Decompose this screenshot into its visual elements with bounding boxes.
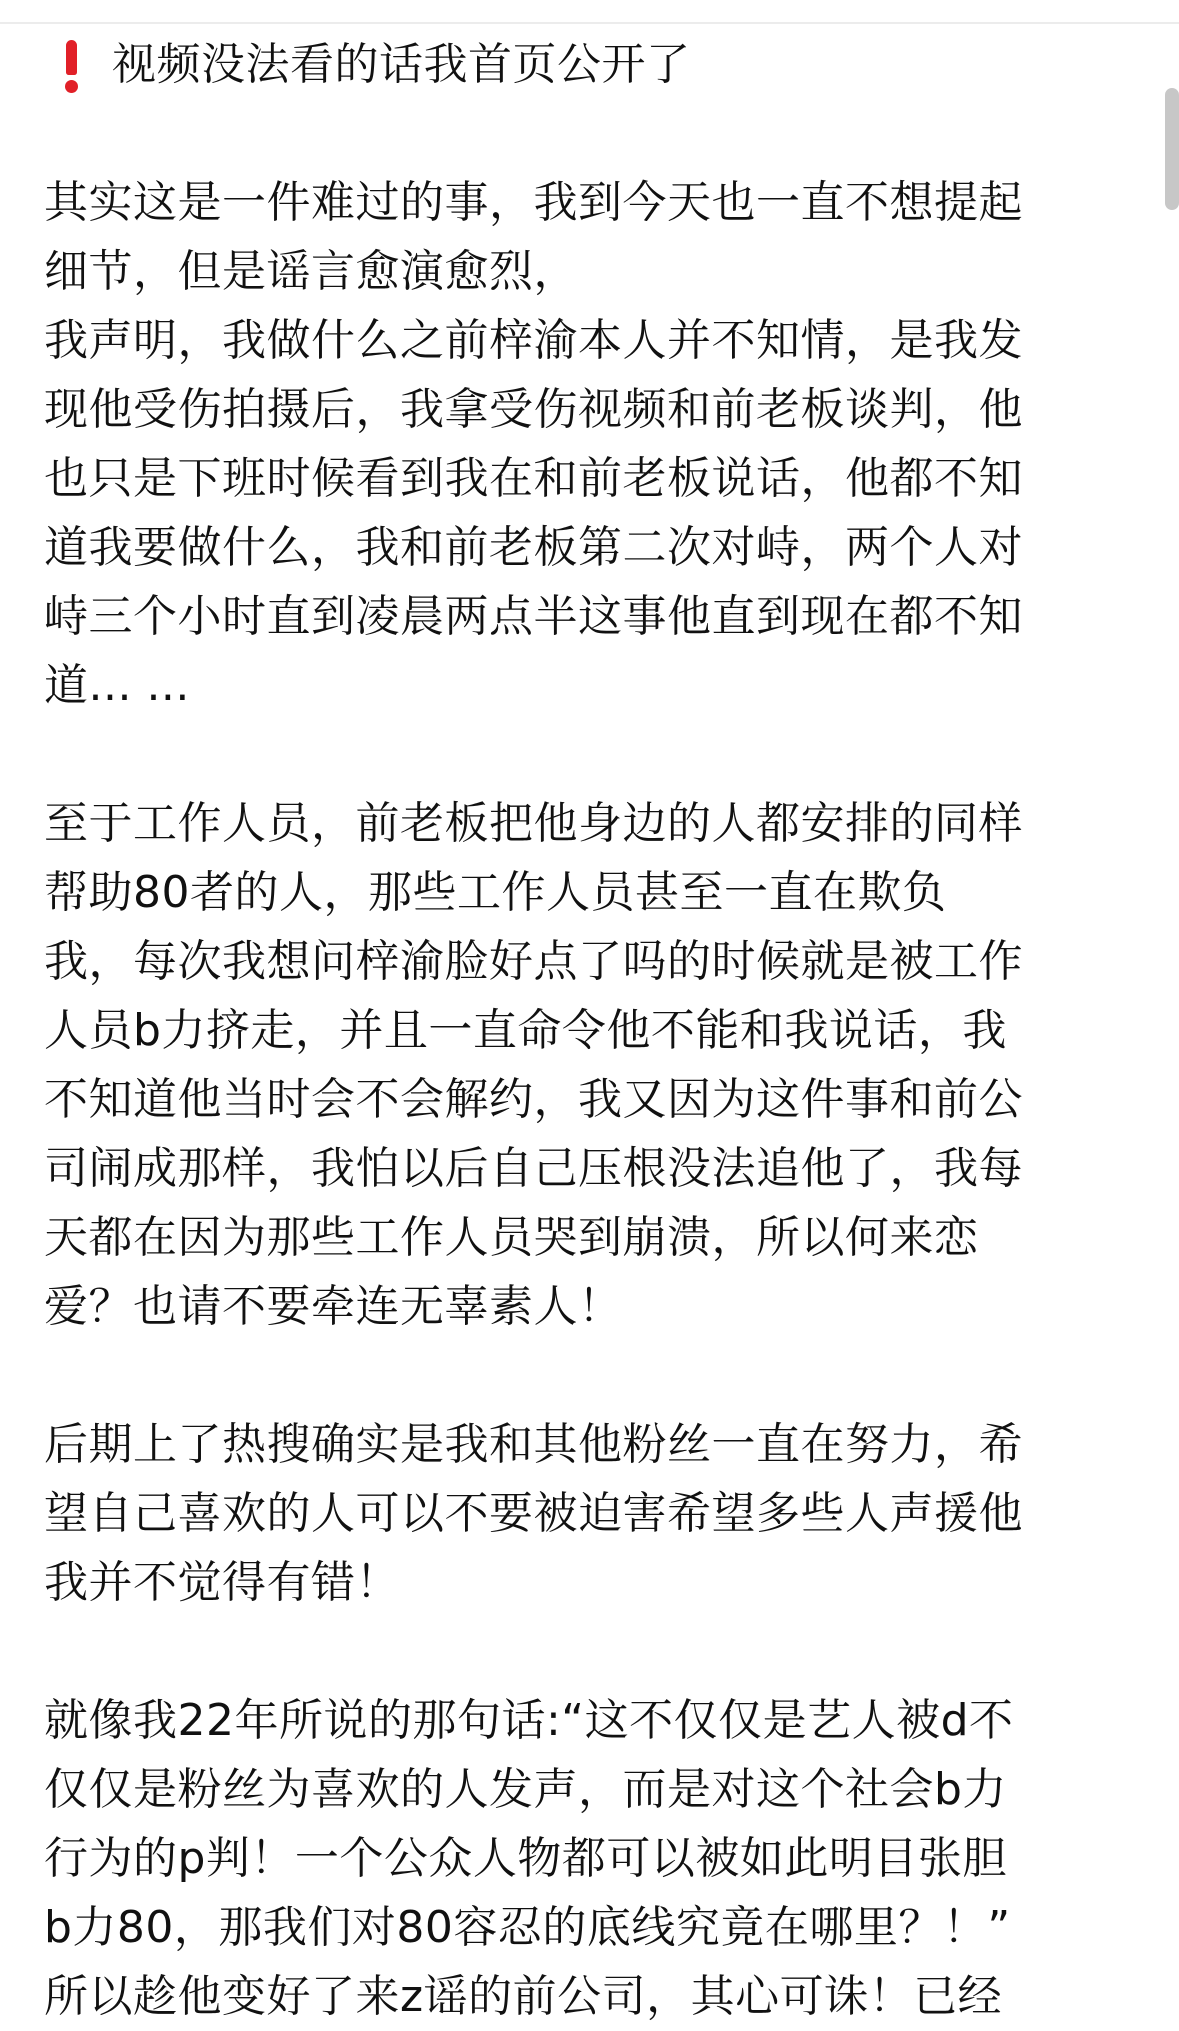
text-line: 人员b力挤走，并且一直命令他不能和我说话，我 [44,1005,1007,1056]
text-line: 天都在因为那些工作人员哭到崩溃，所以何来恋 [44,1212,979,1263]
text-line: 所以趁他变好了来z谣的前公司，其心可诛！已经 [44,1971,1003,2022]
text-line: 峙三个小时直到凌晨两点半这事他直到现在都不知 [44,591,1023,642]
text-line: 望自己喜欢的人可以不要被迫害希望多些人声援他 [44,1488,1023,1539]
post-title-row [44,30,1124,99]
paragraph-1 [44,168,1124,720]
vertical-scrollbar[interactable] [1165,88,1179,210]
text-line: 帮助80者的人，那些工作人员甚至一直在欺负 [44,867,947,918]
text-line: 也只是下班时候看到我在和前老板说话，他都不知 [44,453,1023,504]
text-line: 司闹成那样，我怕以后自己压根没法追他了，我每 [44,1143,1023,1194]
text-line: 细节，但是谣言愈演愈烈， [44,246,578,297]
text-line: 就像我22年所说的那句话:“这不仅仅是艺人被d不 [44,1695,1014,1746]
paragraph-spacer [44,1617,1124,1686]
paragraph-spacer [44,1341,1124,1410]
exclamation-icon [44,30,112,99]
text-line: 至于工作人员，前老板把他身边的人都安排的同样 [44,798,1023,849]
text-line: 后期上了热搜确实是我和其他粉丝一直在努力，希 [44,1419,1023,1470]
paragraph-spacer [44,720,1124,789]
text-line: 现他受伤拍摄后，我拿受伤视频和前老板谈判，他 [44,384,1023,435]
text-line: 仅仅是粉丝为喜欢的人发声，而是对这个社会b力 [44,1764,1007,1815]
top-divider [0,22,1179,24]
text-line: 我并不觉得有错！ [44,1557,400,1608]
text-line: 道我要做什么，我和前老板第二次对峙，两个人对 [44,522,1023,573]
text-line: 不知道他当时会不会解约，我又因为这件事和前公 [44,1074,1023,1125]
paragraph-spacer [44,99,1124,168]
paragraph-3 [44,1410,1124,1617]
post-title: 视频没法看的话我首页公开了 [112,39,691,90]
post-content [44,30,1124,2031]
text-line: 道... ... [44,660,190,711]
text-line: 爱？也请不要牵连无辜素人！ [44,1281,623,1332]
text-line: 我，每次我想问梓渝脸好点了吗的时候就是被工作 [44,936,1023,987]
text-line: b力80，那我们对80容忍的底线究竟在哪里？！” [44,1902,1011,1953]
paragraph-2 [44,789,1124,1341]
text-line: 其实这是一件难过的事，我到今天也一直不想提起 [44,177,1023,228]
paragraph-4 [44,1686,1124,2031]
text-line: 我声明，我做什么之前梓渝本人并不知情，是我发 [44,315,1023,366]
text-line: 行为的p判！一个公众人物都可以被如此明目张胆 [44,1833,1007,1884]
